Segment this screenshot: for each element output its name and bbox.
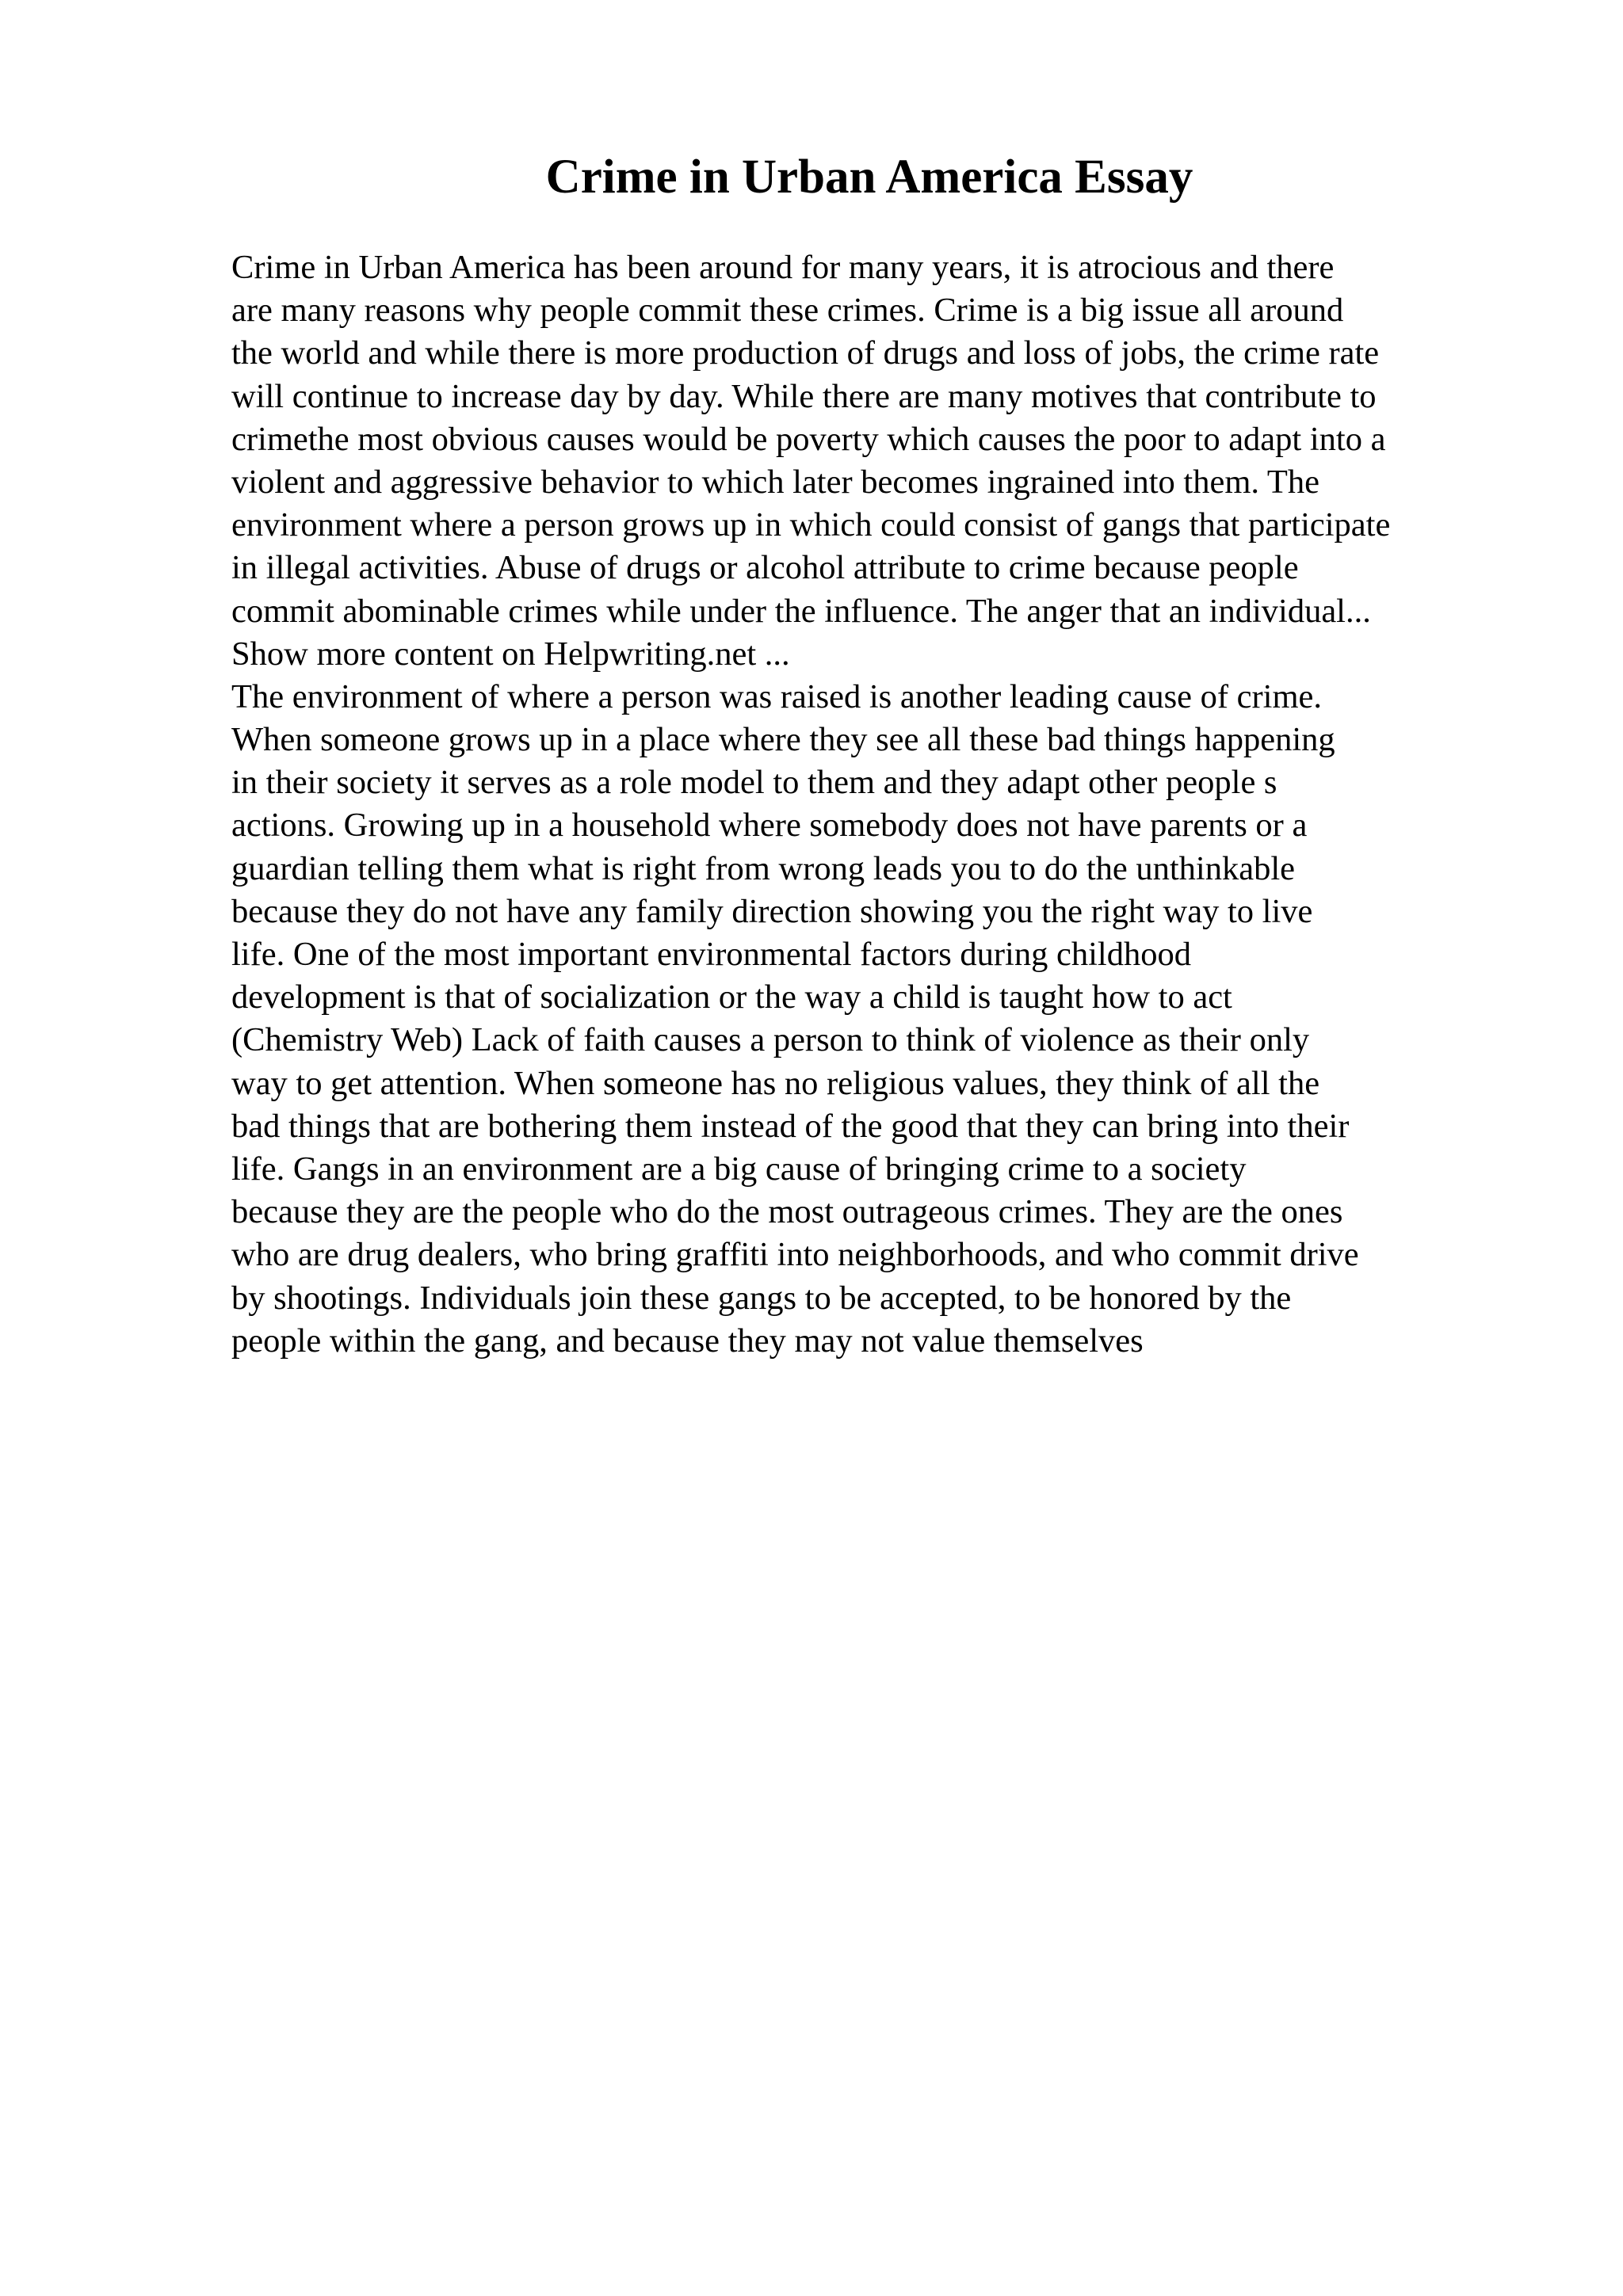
text-line: environment where a person grows up in which could consist of gangs that participate xyxy=(231,506,1391,544)
text-line: development is that of socialization or the way a child is taught how to act xyxy=(231,978,1232,1016)
text-line: will continue to increase day by day. While there are many motives that contribute to xyxy=(231,377,1377,415)
text-line: who are drug dealers, who bring graffiti into neighborhoods, and who commit drive xyxy=(231,1236,1359,1274)
text-line: the world and while there is more production of drugs and loss of jobs, the crime rate xyxy=(231,334,1380,372)
text-line: When someone grows up in a place where they see all these bad things happening xyxy=(231,721,1335,759)
text-line: in their society it serves as a role model to them and they adapt other people s xyxy=(231,764,1277,802)
text-line: life. One of the most important environmental factors during childhood xyxy=(231,936,1191,973)
document-body xyxy=(231,246,1579,1363)
text-line: way to get attention. When someone has no religious values, they think of all the xyxy=(231,1064,1320,1102)
text-line: commit abominable crimes while under the influence. The anger that an individual... xyxy=(231,592,1371,630)
document-title: Crime in Urban America Essay xyxy=(545,151,1193,204)
text-line: are many reasons why people commit these crimes. Crime is a big issue all around xyxy=(231,292,1344,330)
text-line: bad things that are bothering them instead of the good that they can bring into their xyxy=(231,1107,1350,1145)
text-line: The environment of where a person was raised is another leading cause of crime. xyxy=(231,677,1322,715)
text-line: by shootings. Individuals join these gangs to be accepted, to be honored by the xyxy=(231,1279,1292,1317)
text-line: because they do not have any family direction showing you the right way to live xyxy=(231,892,1313,930)
text-line: (Chemistry Web) Lack of faith causes a person to think of violence as their only xyxy=(231,1021,1310,1059)
text-line: people within the gang, and because they may not value themselves xyxy=(231,1322,1144,1360)
text-line: guardian telling them what is right from wrong leads you to do the unthinkable xyxy=(231,849,1296,887)
show-more-link[interactable]: Show more content on Helpwriting.net ... xyxy=(231,635,790,673)
text-line: life. Gangs in an environment are a big cause of bringing crime to a society xyxy=(231,1150,1247,1188)
text-line: crimethe most obvious causes would be poverty which causes the poor to adapt into a xyxy=(231,420,1386,458)
text-line: violent and aggressive behavior to which later becomes ingrained into them. The xyxy=(231,463,1319,501)
text-line: because they are the people who do the most outrageous crimes. They are the ones xyxy=(231,1193,1343,1231)
text-line: actions. Growing up in a household where somebody does not have parents or a xyxy=(231,807,1308,845)
text-line: in illegal activities. Abuse of drugs or alcohol attribute to crime because people xyxy=(231,549,1299,587)
text-line: Crime in Urban America has been around for many years, it is atrocious and there xyxy=(231,249,1335,286)
